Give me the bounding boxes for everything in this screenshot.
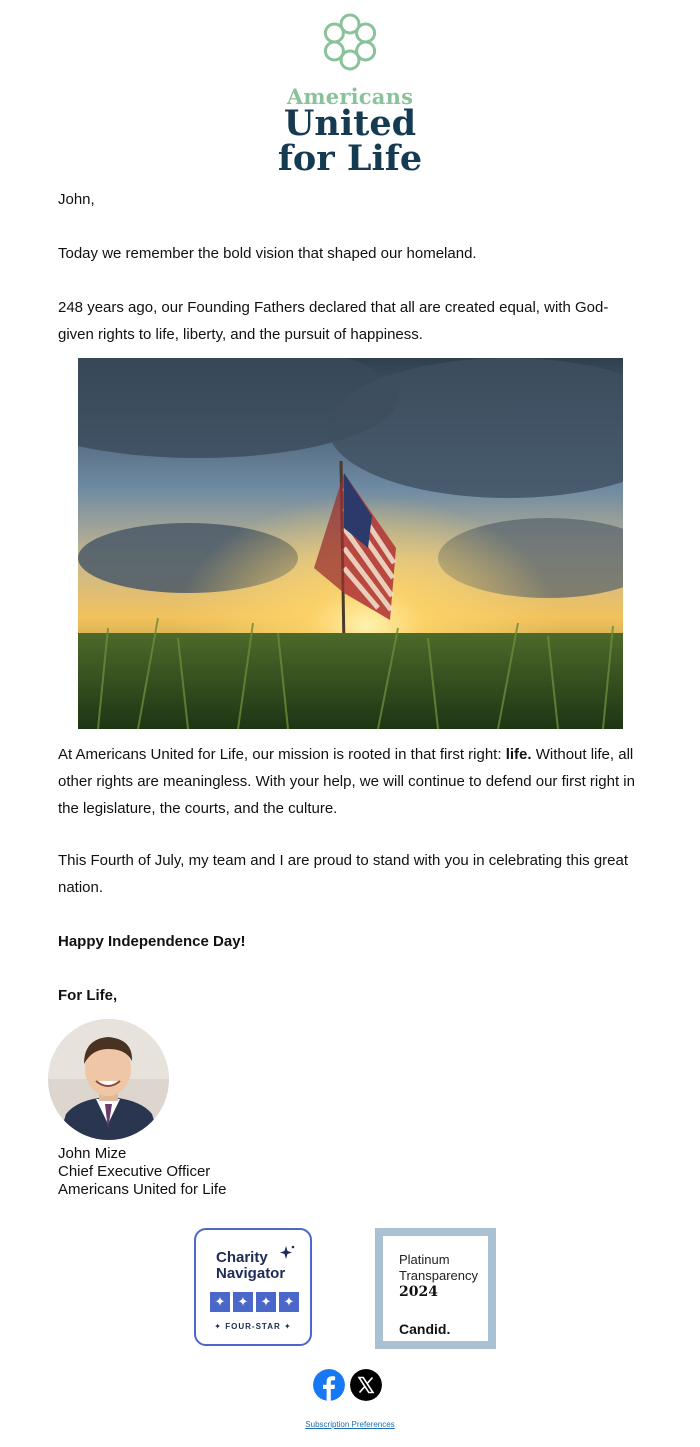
facebook-icon[interactable] [313, 1369, 345, 1401]
signature-title: Chief Executive Officer [58, 1163, 211, 1180]
star-icon: ✦ [210, 1292, 230, 1312]
logo-text-united: United [283, 103, 417, 144]
charity-navigator-title [216, 1250, 285, 1282]
paragraph-2-line-1: 248 years ago, our Founding Fathers declared that all are created equal, with God- [58, 299, 609, 316]
candid-line-1: Platinum [399, 1252, 450, 1267]
flower-ring-icon [320, 12, 380, 72]
paragraph-3-post: Without life, all [531, 746, 634, 763]
paragraph-4-line-1: This Fourth of July, my team and I are proud to stand with you in celebrating this great [58, 852, 629, 869]
charity-navigator-line-1: Charity [216, 1249, 268, 1266]
logo-text-for-life: for Life [277, 138, 423, 179]
paragraph-3 [58, 741, 642, 822]
sparkle-icon [278, 1244, 296, 1262]
candid-line-3: 2024 [399, 1284, 438, 1300]
paragraph-3-line-1 [58, 741, 642, 768]
paragraph-3-pre: At Americans United for Life, our mission is rooted in that first right: [58, 746, 506, 763]
star-icon: ✦ [256, 1292, 276, 1312]
charity-navigator-badge[interactable] [194, 1228, 312, 1346]
logo-text-americans: Americans [286, 84, 414, 109]
greeting: John, [58, 191, 95, 208]
paragraph-3-bold: life. [505, 746, 532, 763]
paragraph-1: Today we remember the bold vision that shaped our homeland. [58, 245, 477, 262]
charity-navigator-rating: ✦ FOUR-STAR ✦ [214, 1322, 292, 1331]
paragraph-2 [58, 294, 642, 348]
rating-label: FOUR-STAR [225, 1322, 281, 1331]
paragraph-4 [58, 847, 642, 901]
x-icon[interactable] [350, 1369, 382, 1401]
flag-sunset-photo [78, 358, 623, 729]
paragraph-3-line-3: the legislature, the courts, and the culture. [58, 800, 338, 817]
org-logo [0, 10, 700, 179]
star-icon: ✦ [279, 1292, 299, 1312]
star-rating [210, 1292, 299, 1312]
paragraph-4-line-2: nation. [58, 879, 104, 896]
star-icon: ✦ [233, 1292, 253, 1312]
candid-badge-inner [380, 1233, 491, 1344]
signature-name: John Mize [58, 1145, 127, 1162]
subscription-preferences-link[interactable]: Subscription Preferences [305, 1420, 395, 1429]
candid-badge[interactable] [375, 1228, 496, 1349]
candid-line-4: Candid. [399, 1321, 451, 1337]
candid-line-2: Transparency [399, 1268, 478, 1283]
paragraph-2-line-2: given rights to life, liberty, and the pursuit of happiness. [58, 326, 423, 343]
avatar [48, 1019, 169, 1140]
charity-navigator-line-2: Navigator [216, 1265, 286, 1282]
independence-day-line: Happy Independence Day! [58, 933, 246, 950]
closing: For Life, [58, 987, 118, 1004]
paragraph-3-line-2: other rights are meaningless. With your help, we will continue to defend our first right in [58, 773, 635, 790]
signature-org: Americans United for Life [58, 1181, 227, 1198]
